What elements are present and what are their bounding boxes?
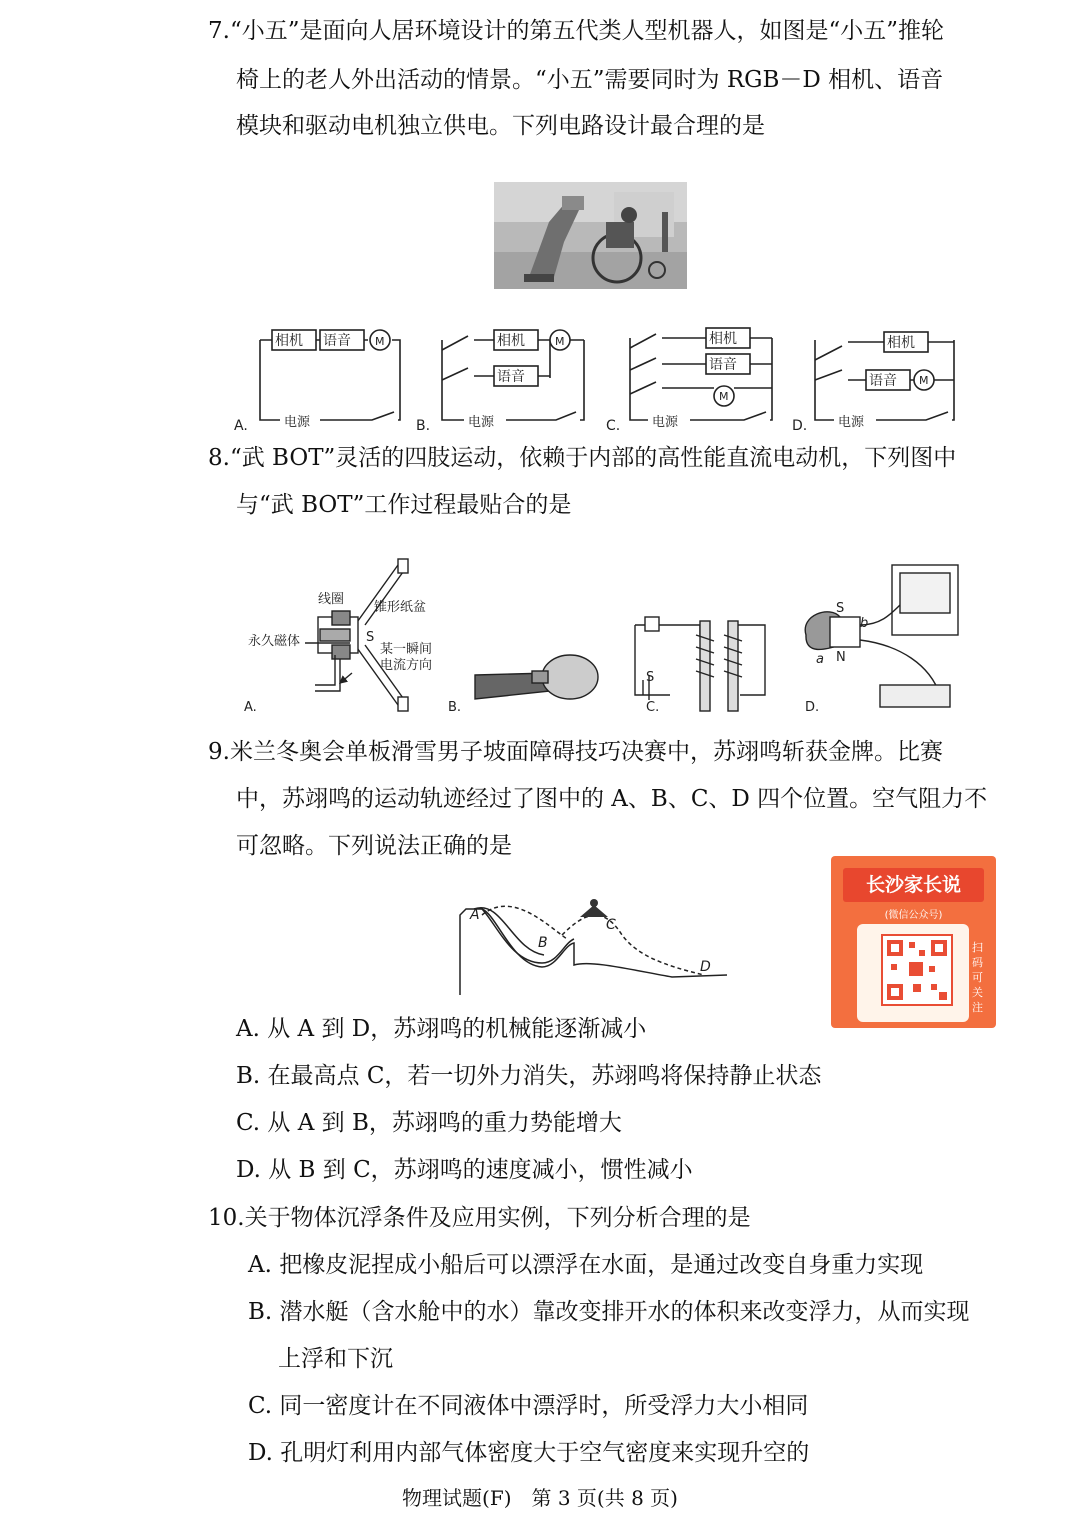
b-power: 电源	[468, 415, 495, 430]
point-a: A	[470, 907, 480, 923]
a-power: 电源	[284, 415, 311, 430]
q8-option-b: B.	[448, 700, 462, 715]
a-motor: M	[375, 335, 385, 348]
q9-line-1: 9.米兰冬奥会单板滑雪男子坡面障碍技巧决赛中，苏翊鸣斩获金牌。比赛	[208, 739, 943, 765]
q7-option-a: A.	[234, 418, 248, 434]
fig-c-s: S	[646, 670, 655, 685]
point-d: D	[700, 959, 711, 975]
fig-a-s: S	[366, 630, 375, 645]
fig-a-moment: 某一瞬间	[380, 642, 433, 657]
q10-choice-c: C. 同一密度计在不同液体中漂浮时，所受浮力大小相同	[248, 1393, 809, 1419]
q9-choice-b: B. 在最高点 C，若一切外力消失，苏翊鸣将保持静止状态	[236, 1063, 822, 1089]
q8-line-1: 8.“武 BOT”灵活的四肢运动，依赖于内部的高性能直流电动机，下列图中	[208, 445, 957, 471]
q7-circuit-options	[232, 320, 982, 440]
q10-choice-b: B. 潜水艇（含水舱中的水）靠改变排开水的体积来改变浮力，从而实现	[248, 1299, 970, 1325]
c-power: 电源	[652, 415, 679, 430]
d-power: 电源	[838, 415, 865, 430]
point-c: C	[606, 917, 616, 933]
q8-option-c: C.	[646, 700, 660, 715]
q8-option-d: D.	[805, 700, 820, 715]
c-motor: M	[719, 390, 729, 403]
d-voice: 语音	[869, 373, 897, 389]
promo-title: 长沙家长说	[843, 868, 984, 902]
q7-option-c: C.	[606, 418, 621, 434]
a-voice: 语音	[323, 333, 351, 349]
q8-figures	[240, 555, 980, 715]
fig-d-s: S	[836, 601, 845, 616]
page-footer: 物理试题(F) 第 3 页(共 8 页)	[402, 1486, 678, 1510]
q7-line-3: 模块和驱动电机独立供电。下列电路设计最合理的是	[236, 113, 765, 139]
d-motor: M	[919, 374, 929, 387]
fig-a-current: 电流方向	[380, 658, 433, 673]
a-camera: 相机	[275, 333, 303, 349]
b-camera: 相机	[497, 333, 525, 349]
q7-option-b: B.	[416, 418, 431, 434]
promo-subtitle: (微信公众号)	[884, 910, 943, 921]
point-b: B	[538, 935, 548, 951]
q10-choice-a: A. 把橡皮泥捏成小船后可以漂浮在水面，是通过改变自身重力实现	[248, 1252, 924, 1278]
q7-option-d: D.	[792, 418, 808, 434]
d-camera: 相机	[887, 335, 915, 351]
fig-a-coil: 线圈	[318, 592, 345, 607]
fig-d-b: b	[860, 616, 869, 631]
b-voice: 语音	[497, 369, 525, 385]
q10-stem: 10.关于物体沉浮条件及应用实例，下列分析合理的是	[208, 1205, 751, 1231]
qr-code[interactable]	[881, 934, 953, 1006]
q10-choice-b-cont: 上浮和下沉	[278, 1346, 393, 1372]
fig-a-magnet: 永久磁体	[248, 634, 301, 649]
robot-wheelchair-photo	[494, 182, 687, 289]
fig-d-a: a	[816, 652, 824, 667]
q9-choice-a: A. 从 A 到 D，苏翊鸣的机械能逐渐减小	[236, 1016, 647, 1042]
qr-promo-card[interactable]	[831, 856, 996, 1028]
q8-option-a: A.	[244, 700, 257, 715]
q7-line-1: 7.“小五”是面向人居环境设计的第五代类人型机器人，如图是“小五”推轮	[208, 18, 944, 44]
b-motor: M	[555, 335, 565, 348]
c-camera: 相机	[709, 331, 737, 347]
q10-choice-d: D. 孔明灯利用内部气体密度大于空气密度来实现升空的	[248, 1440, 810, 1466]
fig-a-cone: 锥形纸盆	[374, 600, 427, 615]
slope-track-diagram	[452, 895, 732, 1000]
q7-line-2: 椅上的老人外出活动的情景。“小五”需要同时为 RGB－D 相机、语音	[236, 67, 944, 93]
c-voice: 语音	[709, 357, 737, 373]
fig-d-n: N	[836, 650, 846, 665]
q9-choice-c: C. 从 A 到 B，苏翊鸣的重力势能增大	[236, 1110, 622, 1136]
q9-choice-d: D. 从 B 到 C，苏翊鸣的速度减小，惯性减小	[236, 1157, 693, 1183]
promo-side-text: 扫码可关注	[972, 941, 983, 1014]
q9-line-3: 可忽略。下列说法正确的是	[236, 833, 512, 859]
q9-line-2: 中，苏翊鸣的运动轨迹经过了图中的 A、B、C、D 四个位置。空气阻力不	[236, 786, 988, 812]
q8-line-2: 与“武 BOT”工作过程最贴合的是	[236, 492, 572, 518]
